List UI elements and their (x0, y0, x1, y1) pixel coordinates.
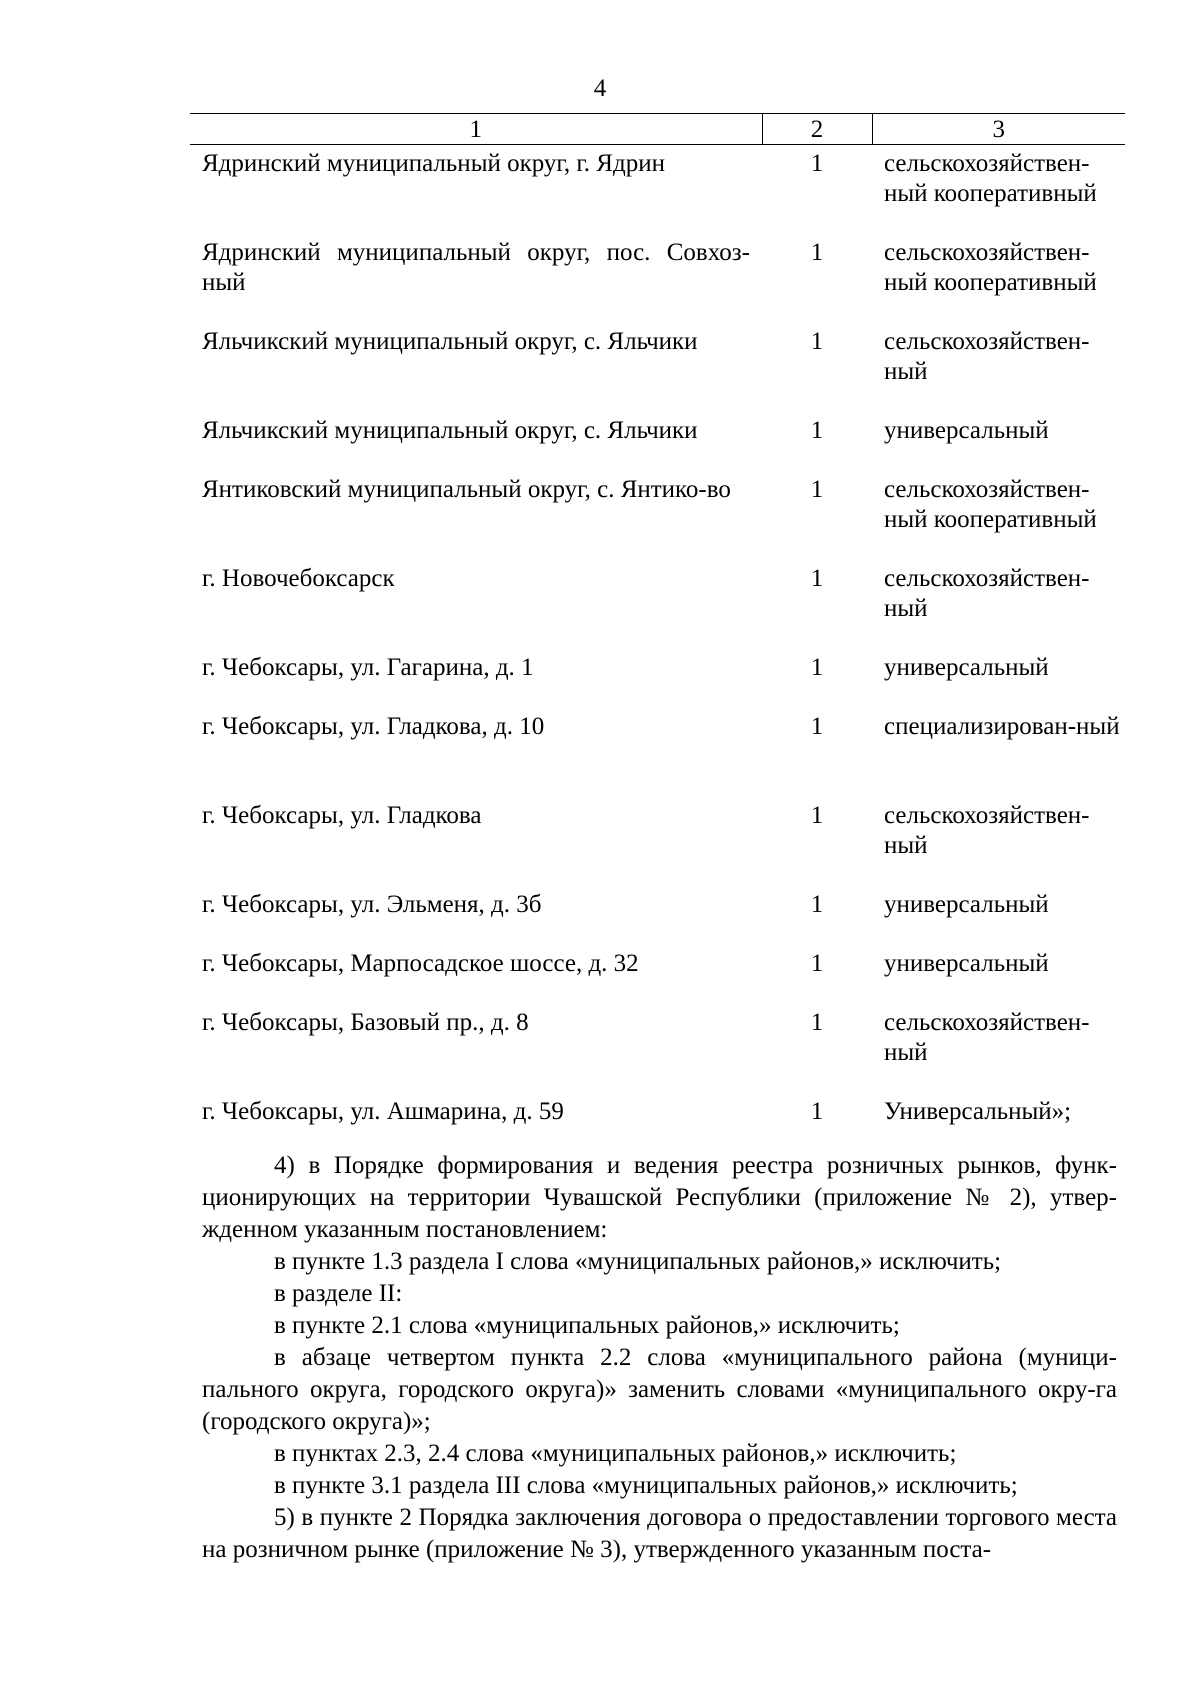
location-cell: Яльчикский муниципальный округ, с. Яльчики (202, 328, 698, 355)
market-type-cell: сельскохозяйствен-ный (884, 565, 1090, 622)
column-header-3: 3 (872, 114, 1125, 145)
count-cell: 1 (810, 802, 824, 829)
location-cell: г. Чебоксары, Марпосадское шоссе, д. 32 (202, 950, 639, 977)
count-cell: 1 (810, 328, 824, 355)
location-cell: г. Чебоксары, ул. Гладкова (202, 802, 482, 829)
location-cell: Ядринский муниципальный округ, г. Ядрин (202, 150, 665, 177)
location-cell: г. Чебоксары, ул. Ашмарина, д. 59 (202, 1098, 564, 1125)
paragraph: в абзаце четвертом пункта 2.2 слова «муниципального района (муници-пального округа, городского округа)» заменить словами «муниципального окру-га (городского округа)»; (202, 1344, 1117, 1435)
table-row (190, 949, 1125, 1008)
table-row (190, 327, 1125, 416)
count-cell: 1 (810, 476, 824, 503)
paragraph: 5) в пункте 2 Порядка заключения договора о предоставлении торгового места на розничном рынке (приложение № 3), утвержденного указанным поста- (202, 1504, 1117, 1563)
market-type-cell: сельскохозяйствен-ный кооперативный (884, 476, 1097, 533)
location-cell: г. Чебоксары, ул. Эльменя, д. 3б (202, 891, 542, 918)
market-type-cell: сельскохозяйствен-ный (884, 802, 1090, 859)
count-cell: 1 (810, 891, 824, 918)
table-header-row (190, 114, 1125, 145)
count-cell: 1 (810, 239, 824, 266)
count-cell: 1 (810, 713, 824, 740)
market-type-cell: универсальный (884, 654, 1049, 681)
table-row (190, 653, 1125, 712)
location-cell: г. Чебоксары, Базовый пр., д. 8 (202, 1009, 529, 1036)
page-number: 4 (593, 75, 607, 102)
table-row (190, 238, 1125, 327)
location-cell: Ядринский муниципальный округ, пос. Совхоз-ный (202, 239, 750, 296)
count-cell: 1 (810, 565, 824, 592)
market-type-cell: универсальный (884, 950, 1049, 977)
table-row (190, 890, 1125, 949)
market-type-cell: сельскохозяйствен-ный кооперативный (884, 150, 1097, 207)
paragraph: в пункте 2.1 слова «муниципальных районов,» исключить; (274, 1312, 900, 1339)
market-type-cell: сельскохозяйствен-ный кооперативный (884, 239, 1097, 296)
market-type-cell: сельскохозяйствен-ный (884, 328, 1090, 385)
location-cell: Янтиковский муниципальный округ, с. Янтико-во (202, 476, 731, 503)
column-header-1: 1 (190, 114, 762, 145)
count-cell: 1 (810, 417, 824, 444)
table-row (190, 145, 1125, 239)
location-cell: г. Чебоксары, ул. Гагарина, д. 1 (202, 654, 534, 681)
count-cell: 1 (810, 1098, 824, 1125)
column-header-2: 2 (762, 114, 872, 145)
amendments-text (202, 1150, 1117, 1566)
market-type-cell: сельскохозяйствен-ный (884, 1009, 1090, 1066)
market-type-cell: универсальный (884, 417, 1049, 444)
table-row (190, 416, 1125, 475)
location-cell: г. Новочебоксарск (202, 565, 395, 592)
market-type-cell: универсальный (884, 891, 1049, 918)
paragraph: 4) в Порядке формирования и ведения реестра розничных рынков, функ-ционирующих на территории Чувашской Республики (приложение № 2), утвер-жденном указанным постановлением: (202, 1152, 1117, 1243)
paragraph: в пунктах 2.3, 2.4 слова «муниципальных районов,» исключить; (274, 1440, 957, 1467)
paragraph: в разделе II: (274, 1280, 403, 1307)
count-cell: 1 (810, 950, 824, 977)
market-type-cell: специализирован-ный (884, 713, 1120, 740)
table-row (190, 712, 1125, 801)
market-type-cell: Универсальный»; (884, 1098, 1072, 1125)
paragraph: в пункте 3.1 раздела III слова «муниципальных районов,» исключить; (274, 1472, 1018, 1499)
markets-table (190, 113, 1125, 1186)
table-row (190, 801, 1125, 890)
count-cell: 1 (810, 654, 824, 681)
table-row (190, 564, 1125, 653)
location-cell: г. Чебоксары, ул. Гладкова, д. 10 (202, 713, 545, 740)
table-row (190, 475, 1125, 564)
count-cell: 1 (810, 150, 824, 177)
count-cell: 1 (810, 1009, 824, 1036)
paragraph: в пункте 1.3 раздела I слова «муниципальных районов,» исключить; (274, 1248, 1002, 1275)
table-row (190, 1008, 1125, 1097)
location-cell: Яльчикский муниципальный округ, с. Яльчики (202, 417, 698, 444)
